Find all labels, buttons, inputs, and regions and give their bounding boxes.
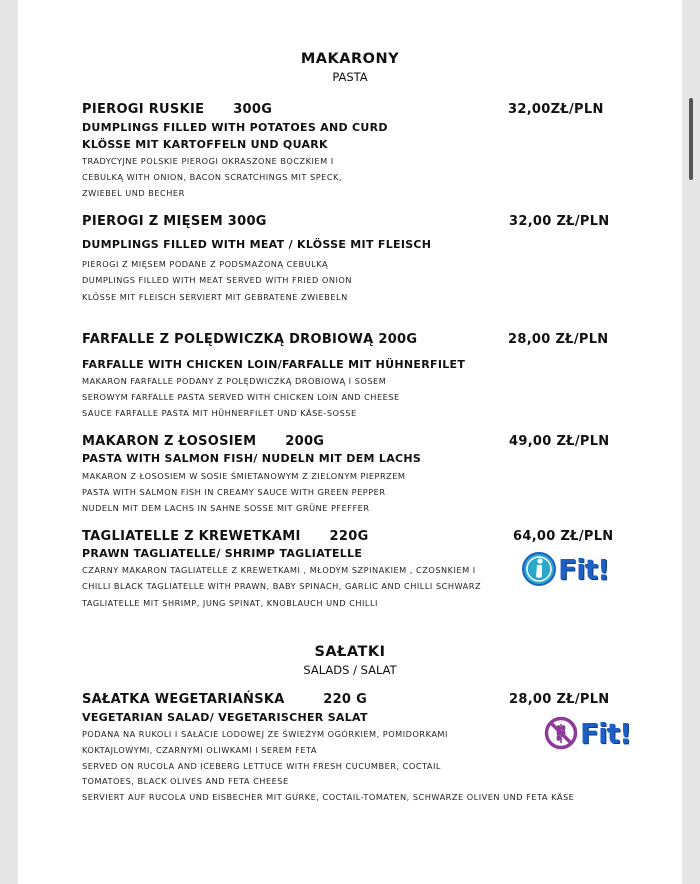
fit-badge [544, 716, 631, 750]
dish-price: 64,00 ZŁ/PLN [513, 529, 614, 544]
section-subtitle-pasta: PASTA [332, 70, 368, 84]
dish-name: SAŁATKA WEGETARIAŃSKA 220 G [82, 692, 368, 707]
scrollbar-thumb[interactable] [689, 98, 693, 180]
fit-badge [522, 552, 609, 586]
dish-description: MAKARON FARFALLE PODANY Z POLĘDWICZKĄ DROBIOWĄ I SOSEM [82, 376, 387, 386]
dish-price: 32,00 ZŁ/PLN [509, 214, 610, 229]
menu-page [18, 0, 682, 884]
dish-description: NUDELN MIT DEM LACHS IN SAHNE SOSSE MIT GRÜNE PFEFFER [82, 503, 370, 513]
fit-label: Fit! [558, 552, 609, 586]
dish-description: MAKARON Z ŁOSOSIEM W SOSIE ŚMIETANOWYM Z ZIELONYM PIEPRZEM [82, 471, 406, 481]
dish-description: TOMATOES, BLACK OLIVES AND FETA CHEESE [82, 776, 289, 786]
dish-translation: DUMPLINGS FILLED WITH MEAT / KLÖSSE MIT FLEISCH [82, 238, 432, 251]
fit-person-icon [522, 552, 556, 586]
dish-description: PASTA WITH SALMON FISH IN CREAMY SAUCE WITH GREEN PEPPER [82, 487, 386, 497]
dish-name: PIEROGI RUSKIE 300G [82, 102, 273, 117]
dish-description: SERVIERT AUF RUCOLA UND EISBECHER MIT GURKE, COCTAIL-TOMATEN, SCHWARZE OLIVEN UND FETA KÄSE [82, 792, 575, 802]
dish-description: KLÖSSE MIT FLEISCH SERVIERT MIT GEBRATENE ZWIEBELN [82, 292, 348, 302]
dish-price: 28,00 ZŁ/PLN [508, 332, 609, 347]
dish-description: CZARNY MAKARON TAGLIATELLE Z KREWETKAMI , MŁODYM SZPINAKIEM , CZOSNKIEM I [82, 565, 476, 575]
dish-description: DUMPLINGS FILLED WITH MEAT SERVED WITH FRIED ONION [82, 275, 352, 285]
dish-name: PIEROGI Z MIĘSEM 300G [82, 214, 267, 229]
fit-label: Fit! [580, 716, 631, 750]
dish-description: SEROWYM FARFALLE PASTA SERVED WITH CHICKEN LOIN AND CHEESE [82, 392, 400, 402]
section-title-pasta: MAKARONY [300, 51, 400, 67]
dish-name: MAKARON Z ŁOSOSIEM 200G [82, 434, 325, 449]
dish-description: PODANA NA RUKOLI I SAŁACIE LODOWEJ ZE ŚWIEŻYM OGÓRKIEM, POMIDORKAMI [82, 729, 448, 739]
dish-translation: FARFALLE WITH CHICKEN LOIN/FARFALLE MIT HÜHNERFILET [82, 358, 466, 371]
dish-description: ZWIEBEL UND BECHER [82, 188, 185, 198]
dish-translation: VEGETARIAN SALAD/ VEGETARISCHER SALAT [82, 711, 368, 724]
dish-description: TAGLIATELLE MIT SHRIMP, JUNG SPINAT, KNOBLAUCH UND CHILLI [82, 598, 378, 608]
dish-description: CHILLI BLACK TAGLIATELLE WITH PRAWN, BABY SPINACH, GARLIC AND CHILLI SCHWARZ [82, 581, 482, 591]
dish-translation: PASTA WITH SALMON FISH/ NUDELN MIT DEM LACHS [82, 452, 422, 465]
gluten-free-icon [544, 716, 578, 750]
dish-translation: PRAWN TAGLIATELLE/ SHRIMP TAGLIATELLE [82, 547, 363, 560]
dish-description: KOKTAJLOWYMI, CZARNYMI OLIWKAMI I SEREM FETA [82, 745, 317, 755]
dish-translation: KLÖSSE MIT KARTOFFELN UND QUARK [82, 138, 328, 151]
dish-price: 28,00 ZŁ/PLN [509, 692, 610, 707]
section-subtitle-salads: SALADS / SALAT [303, 663, 397, 677]
dish-description: CEBULKĄ WITH ONION, BACON SCRATCHINGS MIT SPECK, [82, 172, 343, 182]
dish-description: TRADYCYJNE POLSKIE PIEROGI OKRASZONE BOCZKIEM I [82, 156, 334, 166]
dish-price: 32,00ZŁ/PLN [508, 102, 604, 117]
dish-description: SERVED ON RUCOLA AND ICEBERG LETTUCE WITH FRESH CUCUMBER, COCTAIL [82, 761, 441, 771]
section-title-salads: SAŁATKI [314, 644, 386, 660]
dish-name: TAGLIATELLE Z KREWETKAMI 220G [82, 529, 369, 544]
dish-description: SAUCE FARFALLE PASTA MIT HÜHNERFILET UND KÄSE-SOSSE [82, 408, 357, 418]
dish-translation: DUMPLINGS FILLED WITH POTATOES AND CURD [82, 121, 388, 134]
dish-description: PIEROGI Z MIĘSEM PODANE Z PODSMAŻONĄ CEBULKĄ [82, 259, 329, 269]
dish-name: FARFALLE Z POLĘDWICZKĄ DROBIOWĄ 200G [82, 332, 418, 347]
dish-price: 49,00 ZŁ/PLN [509, 434, 610, 449]
